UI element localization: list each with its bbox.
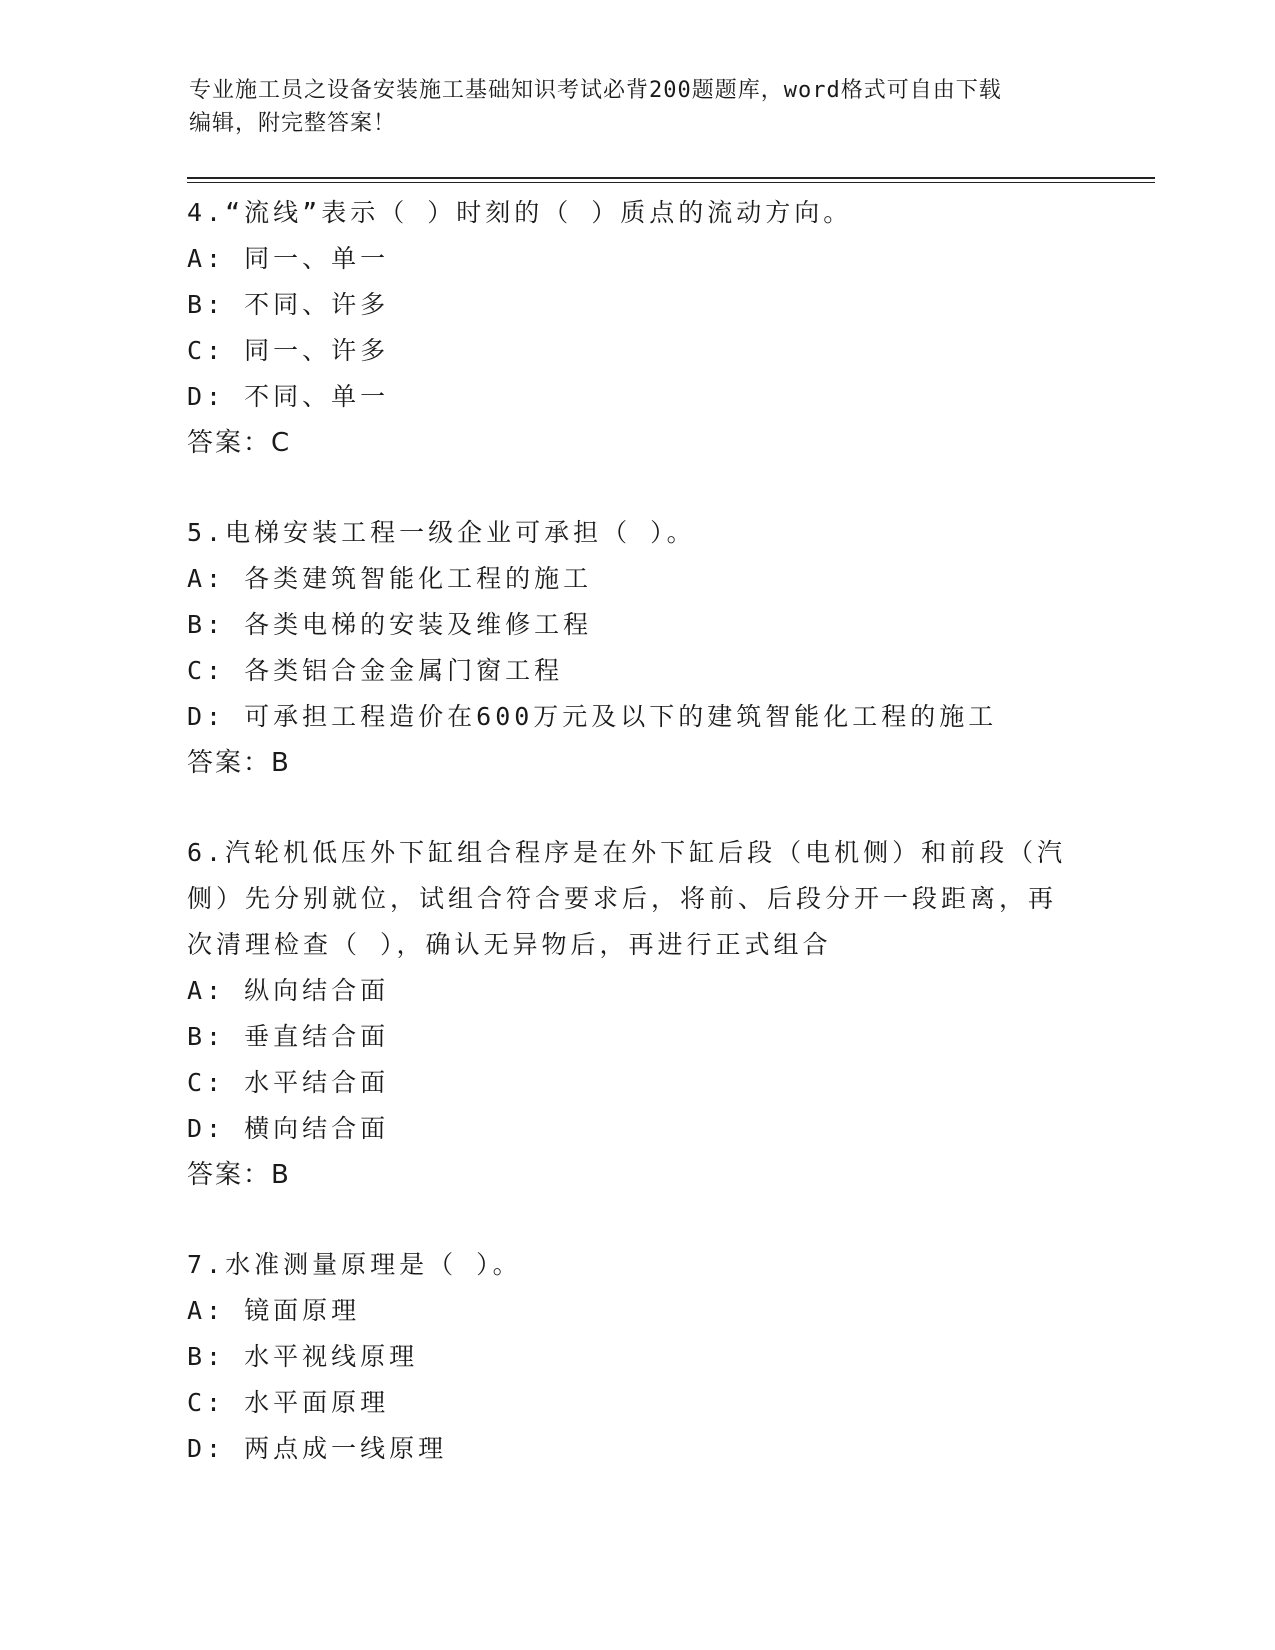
option-c: C: 同一、许多 xyxy=(187,336,390,365)
answer-label: 答案：B xyxy=(187,748,291,778)
option-a: A: 镜面原理 xyxy=(187,1296,361,1325)
option-b: B: 各类电梯的安装及维修工程 xyxy=(187,610,593,639)
option-d: D: 不同、单一 xyxy=(187,382,390,411)
option-b: B: 垂直结合面 xyxy=(187,1022,390,1051)
option-a: A: 纵向结合面 xyxy=(187,976,390,1005)
option-d: D: 两点成一线原理 xyxy=(187,1434,448,1463)
header-line-2: 编辑，附完整答案！ xyxy=(189,111,397,136)
option-a: A: 各类建筑智能化工程的施工 xyxy=(187,564,593,593)
option-a: A: 同一、单一 xyxy=(187,244,390,273)
option-b: B: 不同、许多 xyxy=(187,290,390,319)
answer-label: 答案：C xyxy=(187,428,292,458)
question-stem: 5.电梯安装工程一级企业可承担（ ）。 xyxy=(187,518,696,547)
option-c: C: 各类铝合金金属门窗工程 xyxy=(187,656,564,685)
question-6 xyxy=(187,830,1087,1198)
question-7 xyxy=(187,1242,1087,1472)
question-stem-line-1: 6.汽轮机低压外下缸组合程序是在外下缸后段（电机侧）和前段（汽 xyxy=(187,838,1067,867)
option-b: B: 水平视线原理 xyxy=(187,1342,419,1371)
question-stem-line-3: 次清理检查（ ），确认无异物后，再进行正式组合 xyxy=(187,930,832,959)
question-list xyxy=(187,190,1087,1516)
header-divider-thin xyxy=(187,182,1155,183)
option-d: D: 横向结合面 xyxy=(187,1114,390,1143)
question-stem: 4.“流线”表示（ ）时刻的（ ）质点的流动方向。 xyxy=(187,198,853,227)
header-line-1: 专业施工员之设备安装施工基础知识考试必背200题题库，word格式可自由下载 xyxy=(189,78,1002,103)
question-stem-line-2: 侧）先分别就位，试组合符合要求后，将前、后段分开一段距离，再 xyxy=(187,884,1058,913)
option-c: C: 水平面原理 xyxy=(187,1388,390,1417)
header-divider-thick xyxy=(187,177,1155,179)
question-5 xyxy=(187,510,1087,786)
option-c: C: 水平结合面 xyxy=(187,1068,390,1097)
answer-label: 答案：B xyxy=(187,1160,291,1190)
question-4 xyxy=(187,190,1087,466)
document-header xyxy=(189,74,1089,140)
question-stem: 7.水准测量原理是（ ）。 xyxy=(187,1250,522,1279)
option-d: D: 可承担工程造价在600万元及以下的建筑智能化工程的施工 xyxy=(187,702,998,731)
